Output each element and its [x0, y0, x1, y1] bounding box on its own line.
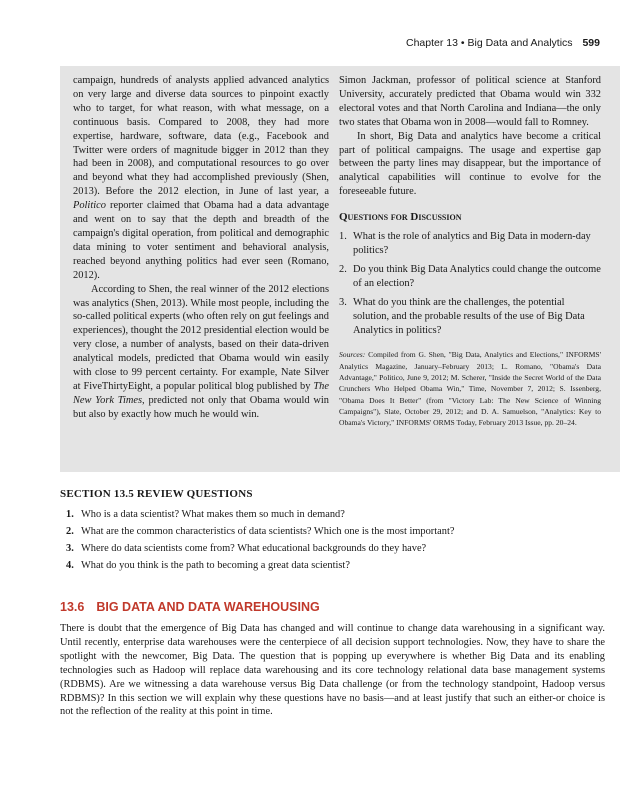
discussion-questions — [339, 230, 601, 337]
list-item: 2. Do you think Big Data Analytics could change the outcome of an election? — [339, 263, 601, 289]
chapter-label: Chapter 13 — [406, 37, 458, 49]
section-number: 13.6 — [60, 600, 85, 614]
questions-heading: Questions for Discussion — [339, 211, 462, 224]
review-heading: SECTION 13.5 REVIEW QUESTIONS — [60, 488, 253, 500]
list-item: 1. Who is a data scientist? What makes them so much in demand? — [66, 509, 345, 520]
list-item: 4. What do you think is the path to becoming a great data scientist? — [66, 559, 350, 571]
section-body: There is doubt that the emergence of Big Data has changed and will continue to change data warehousing in a significant way. Until recently, enterprise data warehouses were the centerpiece of all decision support technologies. Now, they have to share the spotlight with the newcomer, Big Data. The question that is popping up everywhere is whether Big Data and its enabling technologies such as Hadoop will replace data warehousing and its core technology relational data base management systems (RDBMS). Are we witnessing a data warehouse versus Big Data challenge (or from the technology standpoint, Hadoop versus RDBMS)? In this section we will explain why these questions have no basis—and at least justify that such an either-or choice is not the reflection of the reality at this point in time. — [60, 623, 605, 718]
list-item: 3. Where do data scientists come from? What educational backgrounds do they have? — [66, 542, 427, 554]
section-name: BIG DATA AND DATA WAREHOUSING — [96, 600, 320, 614]
chapter-title: Big Data and Analytics — [467, 37, 573, 49]
case-paragraph: In short, Big Data and analytics have become a critical part of political campaigns. The usage and expertise gap between the party lines may disappear, but the importance of analytical capabilities will continue to evolve for the foreseeable future. — [339, 130, 601, 198]
list-item: 3. What do you think are the challenges, the potential solution, and the probable results of the use of Big Data Analytics in politics? — [339, 296, 585, 336]
running-header — [406, 37, 600, 49]
section-title — [60, 600, 320, 614]
case-left-column — [73, 74, 329, 422]
list-item: 2. What are the common characteristics of data scientists? Which one is the most important? — [66, 525, 455, 537]
case-right-column — [339, 74, 601, 428]
page-number: 599 — [582, 37, 600, 49]
header-bullet: • — [460, 37, 465, 49]
review-questions — [66, 508, 606, 576]
sources-note: Sources: Compiled from G. Shen, "Big Data, Analytics and Elections," INFORMS' Analytics Magazine, January–February 2013; L. Romano, "Obama's Data Advantage," Politico, June 9, 2012; M. Scherer, "Inside the Secret World of the Data Crunchers Who Helped Obama Win," Time, November 7, 2012; S. Issenberg, "Obama Does It Better" (from "Victory Lab: The New Science of Winning Campaigns"), Slate, October 29, 2012; and D. A. Samuelson, "Analytics: Key to Obama's Victory," INFORMS' ORMS Today, February 2013 Issue, pp. 20–24. — [339, 350, 601, 428]
case-paragraph: According to Shen, the real winner of the 2012 elections was analytics (Shen, 2013). While most people, including the so-called political experts (who often rely on gut feelings and experiences), thought the 2012 presidential election would be very close, a number of analysts, based on their data-driven analytical models, predicted that Obama would win easily with close to 99 percent certainty. For example, Nate Silver at FiveThirtyEight, a popular political blog published by The New York Times, predicted not only that Obama would win but also by exactly how much he would win. — [73, 283, 329, 420]
list-item: 1. What is the role of analytics and Big Data in modern-day politics? — [339, 231, 591, 256]
case-paragraph: Simon Jackman, professor of political science at Stanford University, accurately predicted that Obama would win 332 electoral votes and that North Carolina and Indiana—the only two states that Obama won in 2008—would fall to Romney. — [339, 75, 601, 128]
case-paragraph: campaign, hundreds of analysts applied advanced analytics on very large and diverse data sources to pinpoint exactly who to target, for what reason, with what message, on a continuous basis. Compared to 2008, they had more expertise, hardware, software, data (e.g., Facebook and Twitter were orders of magnitude bigger in 2012 than they had been in 2008), and computational resources to go over and beyond what they had accomplished previously (Shen, 2013). Before the 2012 election, in June of last year, a Politico reporter claimed that Obama had a data advantage and went on to say that the depth and breadth of the campaign's digital operation, from political and demographic data mining to voter sentiment and behavioral analysis, reached beyond anything politics had ever seen (Romano, 2012). — [73, 75, 329, 281]
